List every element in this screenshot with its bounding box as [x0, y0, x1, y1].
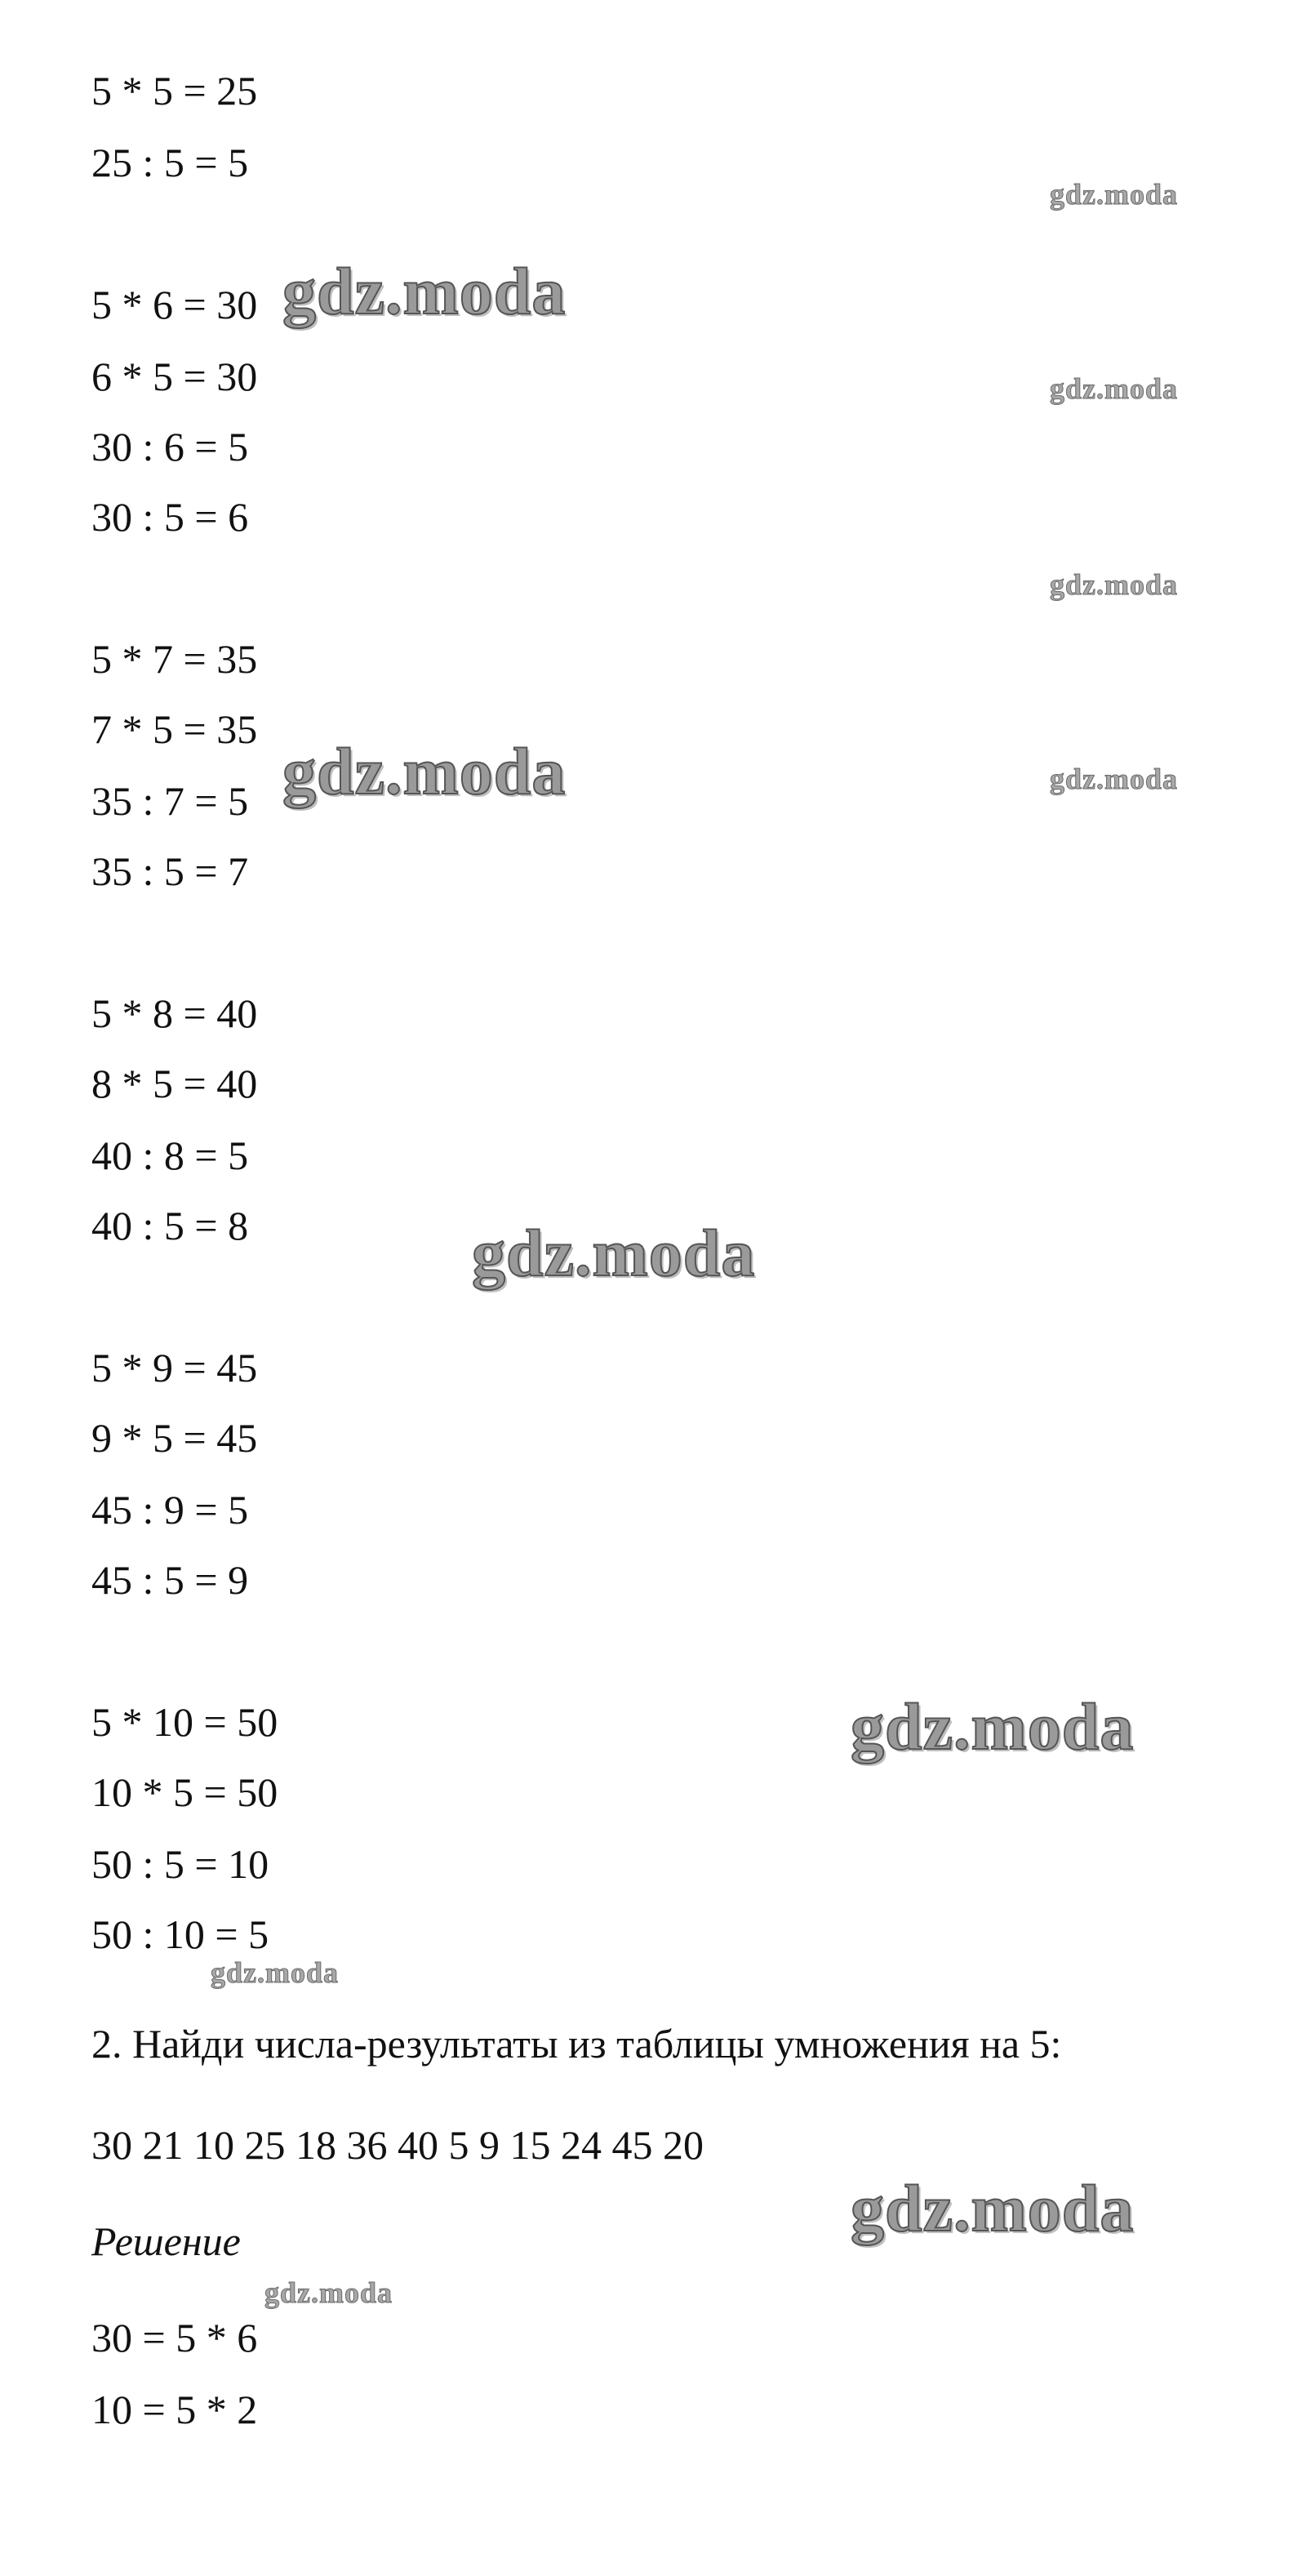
equation-line: 5 * 8 = 40: [91, 990, 258, 1036]
equation-line: 6 * 5 = 30: [91, 354, 258, 399]
equation-line: 50 : 5 = 10: [91, 1841, 269, 1887]
equation-line: 5 * 9 = 45: [91, 1345, 258, 1390]
equation-line: 5 * 6 = 30: [91, 282, 258, 327]
equation-line: 7 * 5 = 35: [91, 706, 258, 752]
number-list: 30 21 10 25 18 36 40 5 9 15 24 45 20: [91, 2122, 704, 2168]
watermark-logo: gdz.moda: [1050, 763, 1179, 795]
equation-line: 5 * 7 = 35: [91, 636, 258, 682]
equation-line: 5 * 10 = 50: [91, 1699, 278, 1745]
equation-line: 45 : 5 = 9: [91, 1557, 249, 1603]
answer-line: 30 = 5 * 6: [91, 2315, 258, 2360]
equation-line: 35 : 7 = 5: [91, 778, 249, 824]
watermark-logo: gdz.moda: [851, 1689, 1135, 1764]
watermark-logo: gdz.moda: [1050, 568, 1179, 601]
equation-line: 10 * 5 = 50: [91, 1769, 278, 1815]
equation-line: 40 : 8 = 5: [91, 1132, 249, 1178]
equation-line: 25 : 5 = 5: [91, 140, 249, 185]
equation-line: 30 : 5 = 6: [91, 494, 249, 540]
equation-line: 5 * 5 = 25: [91, 68, 258, 113]
watermark-logo: gdz.moda: [282, 734, 567, 808]
watermark-logo: gdz.moda: [264, 2276, 393, 2309]
equation-line: 9 * 5 = 45: [91, 1415, 258, 1461]
equation-line: 40 : 5 = 8: [91, 1203, 249, 1248]
equation-line: 50 : 10 = 5: [91, 1911, 269, 1957]
equation-line: 35 : 5 = 7: [91, 848, 249, 894]
answer-line: 10 = 5 * 2: [91, 2387, 258, 2432]
watermark-logo: gdz.moda: [472, 1216, 756, 1290]
watermark-logo: gdz.moda: [1050, 178, 1179, 211]
equation-line: 8 * 5 = 40: [91, 1061, 258, 1106]
equation-line: 45 : 9 = 5: [91, 1487, 249, 1533]
watermark-logo: gdz.moda: [211, 1956, 340, 1989]
solution-label: Решение: [91, 2218, 241, 2264]
watermark-logo: gdz.moda: [1050, 372, 1179, 405]
equation-line: 30 : 6 = 5: [91, 424, 249, 469]
task-prompt: 2. Найди числа-результаты из таблицы умножения на 5:: [91, 2021, 1062, 2067]
watermark-logo: gdz.moda: [851, 2171, 1135, 2245]
watermark-logo: gdz.moda: [282, 254, 567, 328]
